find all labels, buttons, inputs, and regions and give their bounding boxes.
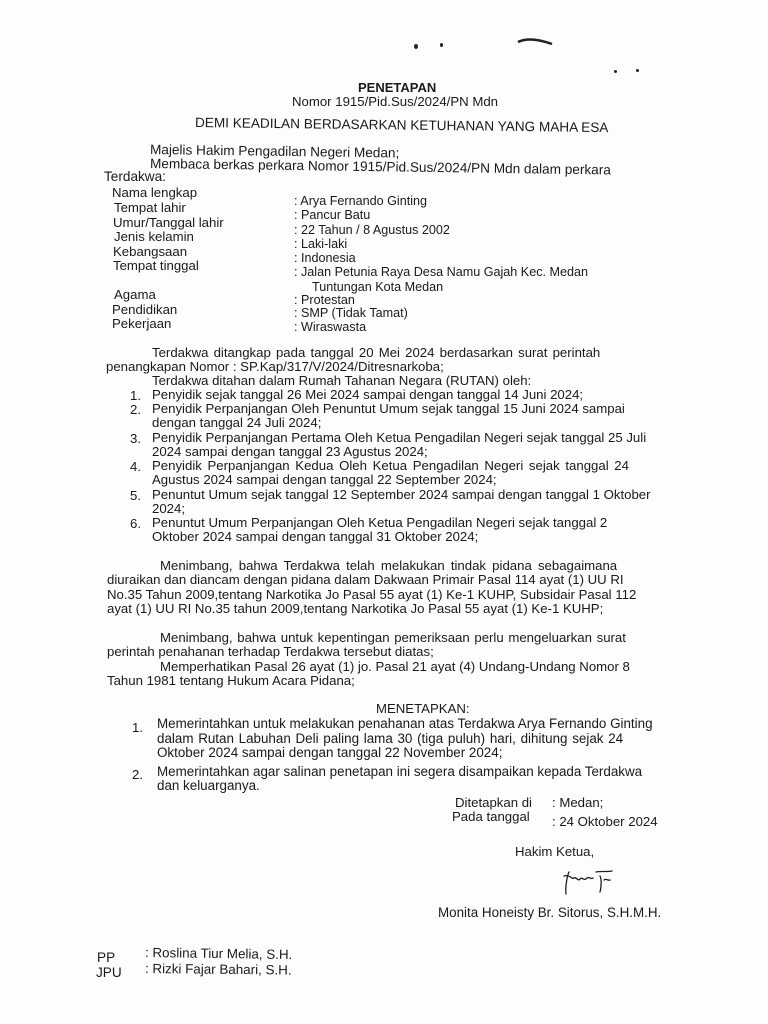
paragraph-line: diuraikan dan diancam dengan pidana dalam Dakwaan Primair Pasal 114 ayat (1) UU RI <box>107 572 624 587</box>
paragraph-line: Tahun 1981 tentang Hukum Acara Pidana; <box>107 673 355 688</box>
paragraph-line: perintah penahanan terhadap Terdakwa tersebut diatas; <box>107 644 434 659</box>
list-number: 2. <box>130 402 141 417</box>
identity-label: Pendidikan <box>112 302 178 317</box>
clerk-label: PP <box>97 950 116 965</box>
place-value: : Medan; <box>552 795 604 810</box>
decree-heading: MENETAPKAN: <box>376 701 470 716</box>
list-number: 4. <box>130 459 141 474</box>
list-item-continued: dalam Rutan Labuhan Deli paling lama 30 (tiga puluh) hari, dihitung sejak 24 <box>157 731 624 746</box>
list-item-continued: dengan tanggal 24 Juli 2024; <box>152 415 322 430</box>
terdakwa-label: Terdakwa: <box>104 169 166 184</box>
identity-label: Jenis kelamin <box>114 229 194 244</box>
list-item-continued: 2024 sampai dengan tanggal 23 Agustus 2024; <box>152 444 428 459</box>
list-item: Penyidik Perpanjangan Pertama Oleh Ketua Pengadilan Negeri sejak tanggal 25 Juli <box>152 430 647 445</box>
list-number: 3. <box>130 431 141 446</box>
document-number: Nomor 1915/Pid.Sus/2024/PN Mdn <box>292 94 498 109</box>
identity-label: Tempat lahir <box>114 200 186 215</box>
judge-name: Monita Honeisty Br. Sitorus, S.H.M.H. <box>438 905 662 920</box>
list-number: 6. <box>130 516 141 531</box>
intro-line-1: Majelis Hakim Pengadilan Negeri Medan; <box>149 142 400 161</box>
identity-value: : Arya Fernando Ginting <box>294 194 428 208</box>
identity-label: Umur/Tanggal lahir <box>113 215 224 230</box>
paragraph-line: Menimbang, bahwa Terdakwa telah melakukan tindak pidana sebagaimana <box>160 558 618 573</box>
list-number: 2. <box>132 767 143 782</box>
identity-value: : Jalan Petunia Raya Desa Namu Gajah Kec. Medan <box>294 265 589 279</box>
list-item-continued: dan keluarganya. <box>157 778 260 793</box>
paragraph-line: No.35 Tahun 2009,tentang Narkotika Jo Pasal 55 ayat (1) Ke-1 KUHP, Subsidair Pasal 112 <box>107 587 637 602</box>
list-item-continued: Agustus 2024 sampai dengan tanggal 22 September 2024; <box>152 472 497 487</box>
clerk-label: JPU <box>96 965 122 980</box>
arrest-line-3: Terdakwa ditahan dalam Rumah Tahanan Negara (RUTAN) oleh: <box>152 373 532 388</box>
arrest-line-2: penangkapan Nomor : SP.Kap/317/V/2024/Ditresnarkoba; <box>106 359 444 374</box>
clerk-value: : Rizki Fajar Bahari, S.H. <box>144 961 292 978</box>
handwritten-signature <box>560 866 620 900</box>
list-item: Memerintahkan untuk melakukan penahanan atas Terdakwa Arya Fernando Ginting <box>157 716 653 731</box>
date-label: Pada tanggal <box>452 809 530 824</box>
list-item: Penuntut Umum Perpanjangan Oleh Ketua Pengadilan Negeri sejak tanggal 2 <box>152 515 608 530</box>
scan-mark <box>516 36 556 48</box>
list-item: Penyidik sejak tanggal 26 Mei 2024 sampai dengan tanggal 14 Juni 2024; <box>152 387 584 402</box>
identity-value: : Protestan <box>294 293 355 307</box>
scan-speck <box>614 70 617 73</box>
identity-value-continued: Tuntungan Kota Medan <box>312 280 444 294</box>
paragraph-line: Memperhatikan Pasal 26 ayat (1) jo. Pasal 21 ayat (4) Undang-Undang Nomor 8 <box>160 659 630 674</box>
list-item-continued: 2024; <box>152 501 186 516</box>
list-number: 1. <box>130 388 141 403</box>
list-number: 5. <box>130 488 141 503</box>
clerk-value: : Roslina Tiur Melia, S.H. <box>144 945 293 963</box>
intro-line-2: Membaca berkas perkara Nomor 1915/Pid.Sus/2024/PN Mdn dalam perkara <box>149 156 611 178</box>
list-item: Memerintahkan agar salinan penetapan ini segera disampaikan kepada Terdakwa <box>157 764 643 779</box>
identity-value: : Wiraswasta <box>294 320 367 334</box>
identity-label: Nama lengkap <box>112 185 198 200</box>
signing-role: Hakim Ketua, <box>515 844 595 859</box>
paragraph-line: ayat (1) UU RI No.35 tahun 2009,tentang Narkotika Jo Pasal 55 ayat (1) Ke-1 KUHP; <box>107 601 604 616</box>
identity-label: Kebangsaan <box>113 244 188 259</box>
document-title: PENETAPAN <box>358 80 437 95</box>
scan-speck <box>414 44 418 49</box>
list-item-continued: Oktober 2024 sampai dengan tanggal 22 November 2024; <box>157 745 503 760</box>
list-number: 1. <box>132 720 143 735</box>
document-motto: DEMI KEADILAN BERDASARKAN KETUHANAN YANG MAHA ESA <box>194 115 609 136</box>
identity-label: Pekerjaan <box>112 316 172 331</box>
identity-value: : SMP (Tidak Tamat) <box>294 306 408 320</box>
scan-speck <box>636 69 639 72</box>
identity-value: : Pancur Batu <box>294 208 371 222</box>
identity-label: Agama <box>114 287 156 302</box>
place-label: Ditetapkan di <box>455 795 532 810</box>
list-item: Penyidik Perpanjangan Kedua Oleh Ketua Pengadilan Negeri sejak tanggal 24 <box>152 458 629 473</box>
list-item: Penyidik Perpanjangan Oleh Penuntut Umum sejak tanggal 15 Juni 2024 sampai <box>152 401 625 416</box>
list-item: Penuntut Umum sejak tanggal 12 September 2024 sampai dengan tanggal 1 Oktober <box>152 487 651 502</box>
paragraph-line: Menimbang, bahwa untuk kepentingan pemeriksaan perlu mengeluarkan surat <box>160 630 626 645</box>
identity-label: Tempat tinggal <box>113 258 199 273</box>
identity-value: : 22 Tahun / 8 Agustus 2002 <box>294 223 450 237</box>
arrest-line-1: Terdakwa ditangkap pada tanggal 20 Mei 2024 berdasarkan surat perintah <box>152 345 601 360</box>
date-value: : 24 Oktober 2024 <box>552 814 658 829</box>
list-item-continued: Oktober 2024 sampai dengan tanggal 31 Oktober 2024; <box>152 529 479 544</box>
scan-speck <box>440 43 443 47</box>
identity-value: : Laki-laki <box>294 237 348 251</box>
identity-value: : Indonesia <box>294 251 356 265</box>
